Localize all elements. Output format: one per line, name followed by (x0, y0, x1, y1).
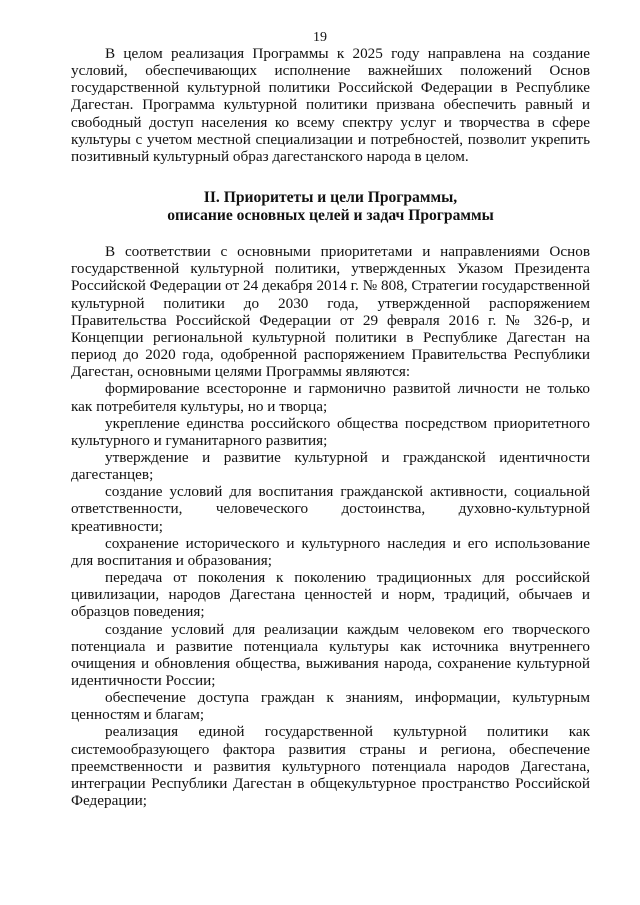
goal-item: укрепление единства российского общества посредством приоритетного культурного и гуманитарного развития; (71, 414, 590, 449)
goal-item: сохранение исторического и культурного наследия и его использование для воспитания и образования; (71, 534, 590, 569)
intro-paragraph: В целом реализация Программы к 2025 году направлена на создание условий, обеспечивающих исполнение важнейших положений Основ государственной культурной политики Российской Федерации в Республике Дагестан. Программа культурной политики призвана обеспечить равный и свободный доступ населения ко всему спектру услуг и творчества в сфере культуры с учетом местной специализации и потребностей, позволит укрепить позитивный культурный образ дагестанского народа в целом. (71, 45, 590, 165)
document-body (71, 45, 590, 809)
lead-paragraph: В соответствии с основными приоритетами и направлениями Основ государственной культурной политики, утвержденных Указом Президента Российской Федерации от 24 декабря 2014 г. № 808, Стратегии государственной культурной политики до 2030 года, утвержденной распоряжением Правительства Российской Федерации от 29 февраля 2016 г. № 326-р, и Концепции региональной культурной политики в Республике Дагестан на период до 2020 года, одобренной распоряжением Правительства Республики Дагестан, основными целями Программы являются: (71, 243, 590, 381)
page-number: 19 (313, 30, 327, 45)
section-heading-line-2: описание основных целей и задач Программы (167, 207, 494, 225)
section-heading-line-1: II. Приоритеты и цели Программы, (203, 189, 458, 207)
goal-item: реализация единой государственной культурной политики как системообразующего фактора развития страны и региона, обеспечение преемственности и развития культурного потенциала народов Дагестана, интеграции Республики Дагестан в общекультурное пространство Российской Федерации; (71, 723, 590, 810)
goal-item: формирование всесторонне и гармонично развитой личности не только как потребителя культуры, но и творца; (71, 380, 590, 415)
section-heading (71, 189, 590, 225)
goal-item: утверждение и развитие культурной и гражданской идентичности дагестанцев; (71, 448, 590, 484)
goal-item: создание условий для воспитания гражданской активности, социальной ответственности, человеческого достоинства, духовно-культурной креативности; (71, 483, 590, 535)
goal-item: создание условий для реализации каждым человеком его творческого потенциала и развитие потенциала культуры как источника внутреннего очищения и обновления общества, выживания народа, сохранение культурной идентичности России; (71, 620, 590, 689)
goal-item: обеспечение доступа граждан к знаниям, информации, культурным ценностям и благам; (71, 689, 590, 724)
goal-item: передача от поколения к поколению традиционных для российской цивилизации, народов Дагестана ценностей и норм, традиций, обычаев и образцов поведения; (71, 569, 590, 621)
